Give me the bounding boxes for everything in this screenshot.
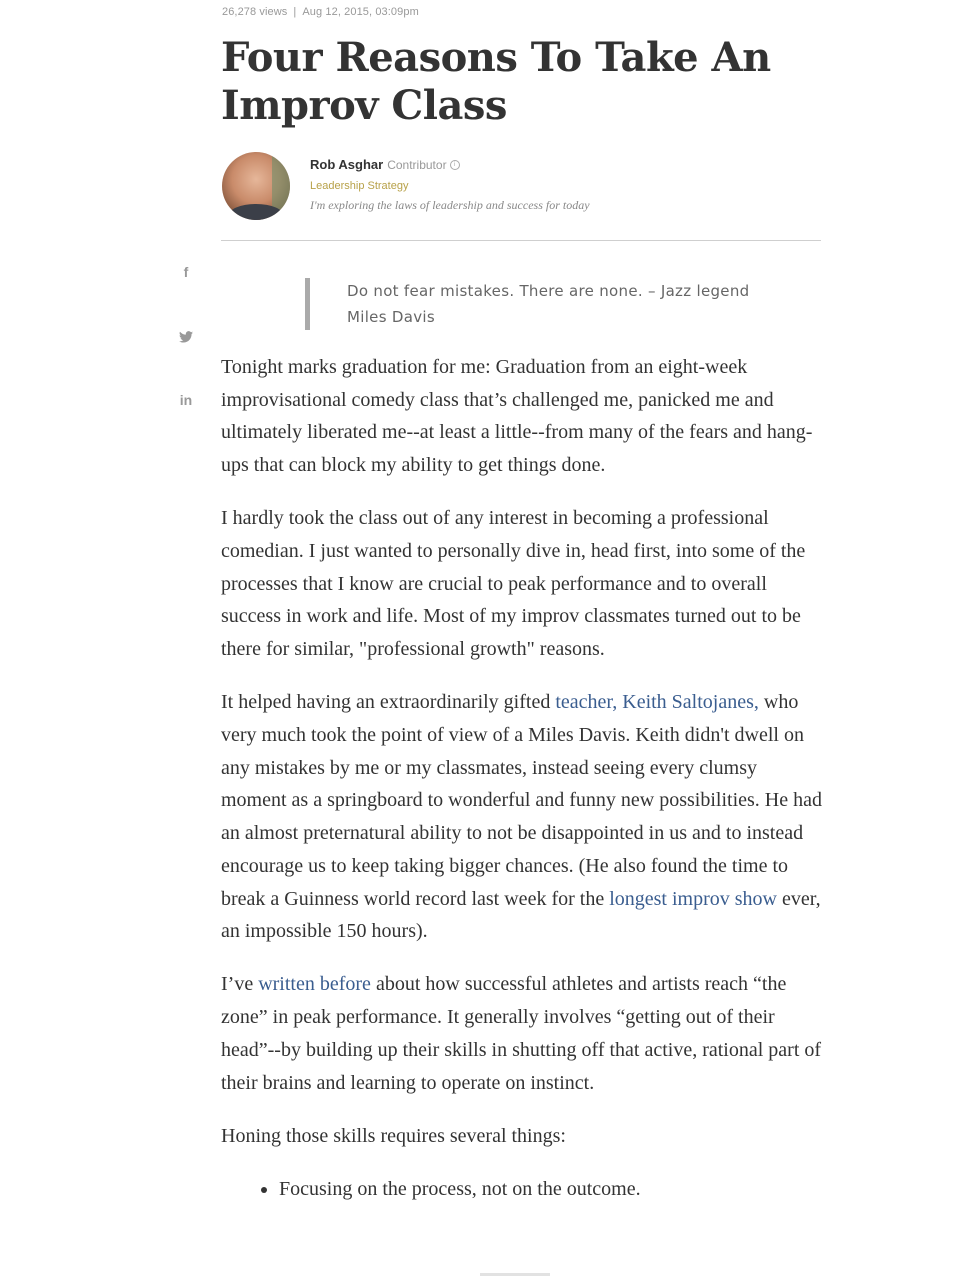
paragraph-3-text-a: It helped having an extraordinarily gifted: [221, 691, 556, 714]
author-info: [310, 156, 590, 213]
view-count: 26,278 views: [222, 6, 288, 18]
paragraph-2: I hardly took the class out of any interest in becoming a professional comedian. I just wanted to personally dive in, head first, into some of the processes that I know are crucial to peak performance and to overall success in work and life. Most of my improv classmates turned out to be there for similar, "professional growth" reasons.: [221, 507, 806, 661]
paragraph-4: [221, 968, 825, 1099]
header-divider: [221, 240, 821, 241]
paragraph-1: Tonight marks graduation for me: Graduation from an eight-week improvisational comedy class that’s challenged me, panicked me and ultimately liberated me--at least a little--from many of the fears and hang-ups that can block my ability to get things done.: [221, 356, 813, 477]
article-body: [221, 351, 825, 1206]
info-icon[interactable]: i: [450, 160, 460, 170]
twitter-icon[interactable]: [176, 326, 196, 346]
paragraph-3-text-b: who very much took the point of view of a Miles Davis. Keith didn't dwell on any mistakes by me or my classmates, instead seeing every clumsy moment as a springboard to wonderful and funny new possibilities. He had an almost preternatural ability to not be disappointed in us and to instead encourage us to keep taking bigger chances. (He also found the time to break a Guinness world record last week for the: [221, 691, 822, 910]
publish-date: Aug 12, 2015, 03:09pm: [302, 6, 419, 18]
linkedin-icon[interactable]: in: [179, 392, 193, 408]
author-block: [222, 152, 822, 224]
paragraph-5: Honing those skills requires several things:: [221, 1124, 566, 1147]
article-meta: [222, 6, 419, 18]
paragraph-4-text-b: about how successful athletes and artists reach “the zone” in peak performance. It generally involves “getting out of their head”--by building up their skills in shutting off that active, rational part of their brains and learning to operate on instinct.: [221, 973, 822, 1094]
paragraph-3-text-c: ever, an impossible 150 hours).: [221, 887, 821, 943]
article-title: Four Reasons To Take An Improv Class: [221, 34, 771, 129]
author-role: Contributor: [387, 158, 447, 172]
share-rail: [176, 262, 198, 454]
author-channel-link[interactable]: Leadership Strategy: [310, 180, 409, 192]
paragraph-3: [221, 686, 825, 948]
author-avatar[interactable]: [222, 152, 290, 220]
longest-improv-show-link[interactable]: longest improv show: [609, 887, 777, 910]
meta-separator: |: [293, 6, 297, 18]
list-item: • Focusing on the process, not on the outcome.: [279, 1173, 825, 1206]
author-tagline: I'm exploring the laws of leadership and success for today: [310, 198, 590, 212]
paragraph-4-text-a: I’ve: [221, 973, 259, 996]
facebook-icon[interactable]: f: [183, 264, 189, 280]
bottom-cutoff: [480, 1273, 550, 1276]
teacher-link[interactable]: teacher, Keith Saltojanes,: [555, 691, 759, 714]
pull-quote: Do not fear mistakes. There are none. – Jazz legend Miles Davis: [305, 278, 787, 330]
author-line: [310, 156, 590, 174]
skills-list: [221, 1173, 825, 1206]
written-before-link[interactable]: written before: [258, 973, 371, 996]
author-name[interactable]: Rob Asghar: [310, 157, 384, 172]
